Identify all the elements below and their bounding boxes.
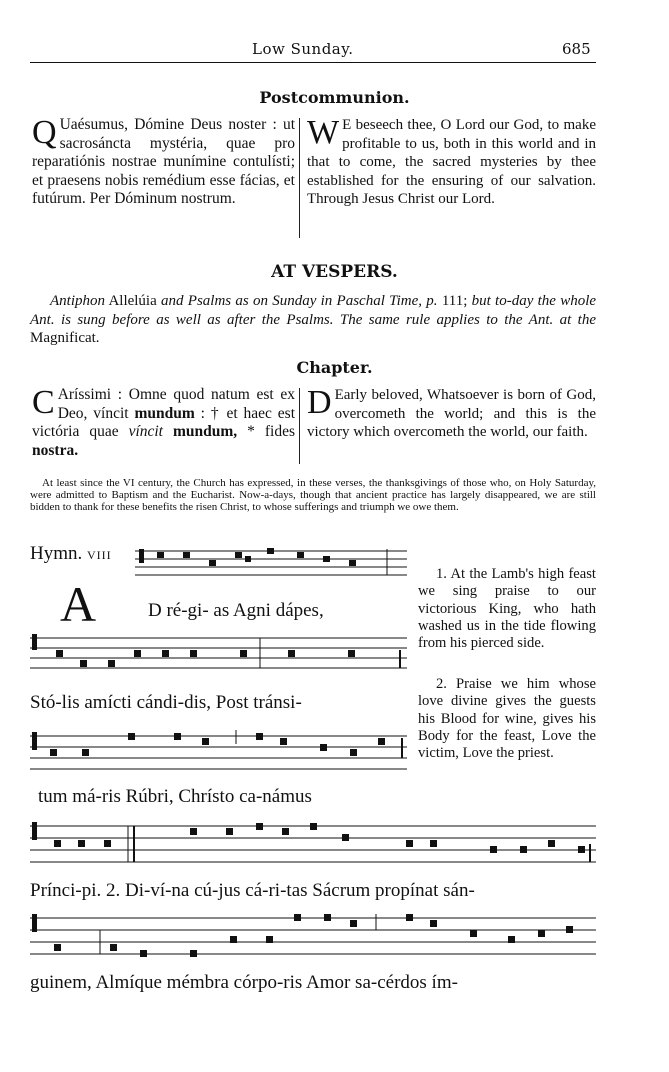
english-text: E beseech thee, O Lord our God, to make profitable to us, both in this world and in that to come, the sacred mysteries by thee established for the ensuring of our salvation. Through Jesus Christ our Lord.	[307, 117, 596, 208]
drop-cap: W	[307, 114, 340, 151]
chant-staff-1	[135, 547, 407, 579]
drop-cap: C	[32, 384, 55, 421]
rubric-part: Magnificat.	[30, 330, 100, 346]
english-text: Early beloved, Whatsoever is born of God, overcometh the world; and this is the victory which overcometh the world, our faith.	[307, 387, 596, 441]
hymn-label	[30, 543, 112, 565]
vespers-rubric	[30, 292, 596, 348]
rubric-part: 111;	[441, 293, 468, 309]
rubric-part: and Psalms as on Sunday in Paschal Time, p.	[161, 293, 438, 309]
running-title: Low Sunday.	[252, 40, 354, 58]
postcommunion-latin	[32, 116, 295, 209]
rubric-part: Allelúia	[108, 293, 157, 309]
header-rule	[30, 62, 596, 63]
chant-staff-2	[30, 632, 407, 672]
hymn-translation-2: 2. Praise we him whose love divine gives the guests his Blood for wine, gives his Body for the feast, Love the victim, Love the priest.	[418, 676, 596, 762]
hymn-word: Hymn.	[30, 543, 83, 564]
latin-text: : † et haec est victória quae	[32, 404, 296, 441]
latin-italic: víncit	[128, 423, 163, 441]
hymn-lyric-line: Prínci-pi. 2. Di-ví-na cú-jus cá-ri-tas Sácrum propínat sán-	[30, 880, 475, 901]
chapter-latin	[32, 386, 295, 460]
chant-staff-4	[30, 820, 596, 868]
chapter-heading: Chapter.	[296, 358, 373, 377]
postcommunion-heading: Postcommunion.	[259, 88, 410, 107]
column-divider	[299, 388, 300, 464]
latin-text: * fides	[247, 423, 296, 441]
chant-staff-3	[30, 730, 407, 776]
hymn-translation-1: 1. At the Lamb's high feast we sing praise to our victorious King, who hath washed us in the tide flowing from his pierced side.	[418, 566, 596, 652]
hymn-lyric-line: Stó-lis amícti cándi-dis, Post tránsi-	[30, 692, 302, 713]
vespers-heading: AT VESPERS.	[271, 262, 398, 282]
hymn-lyric-line: guinem, Almíque mémbra córpo-ris Amor sa-cérdos ím-	[30, 972, 458, 993]
historical-note: At least since the VI century, the Church has expressed, in these verses, the thanksgivings of those who, on Holy Saturday, were admitted to Baptism and the Eucharist. Now-a-days, though that ancient practice has largely disappeared, we are still bidden to thank for these benefits the risen Christ, to whose sufferings and triumph we owe them.	[30, 477, 596, 513]
latin-bold: mundum,	[172, 423, 238, 441]
chant-staff-5	[30, 910, 596, 962]
hymn-lyric-line: D ré-gi- as Agni dápes,	[148, 600, 324, 621]
latin-text: Aríssimi : Omne quod natum est ex Deo, víncit	[57, 386, 295, 422]
hymn-mode: VIII	[87, 548, 112, 562]
postcommunion-english	[307, 116, 596, 209]
rubric-part: but to-day the whole Ant. is sung before as well as after the Psalms. The same rule applies to the Ant. at the	[30, 293, 597, 328]
drop-cap: D	[307, 384, 332, 421]
latin-bold: mundum	[134, 404, 195, 422]
drop-cap: Q	[32, 114, 57, 151]
column-divider	[299, 118, 300, 238]
rubric-part: Antiphon	[50, 293, 105, 309]
chapter-english	[307, 386, 596, 442]
hymn-initial: A	[60, 576, 97, 632]
page-number: 685	[562, 40, 591, 58]
latin-bold: nostra.	[32, 441, 79, 459]
hymn-lyric-line: tum má-ris Rúbri, Chrísto ca-námus	[38, 786, 312, 807]
latin-text: Uaésumus, Dómine Deus noster : ut sacrosáncta mystéria, quae pro reparatiónis nostrae munímine contulísti; et praesens nobis remédium esse fácias, et futúrum. Per Dóminum nostrum.	[32, 116, 295, 208]
